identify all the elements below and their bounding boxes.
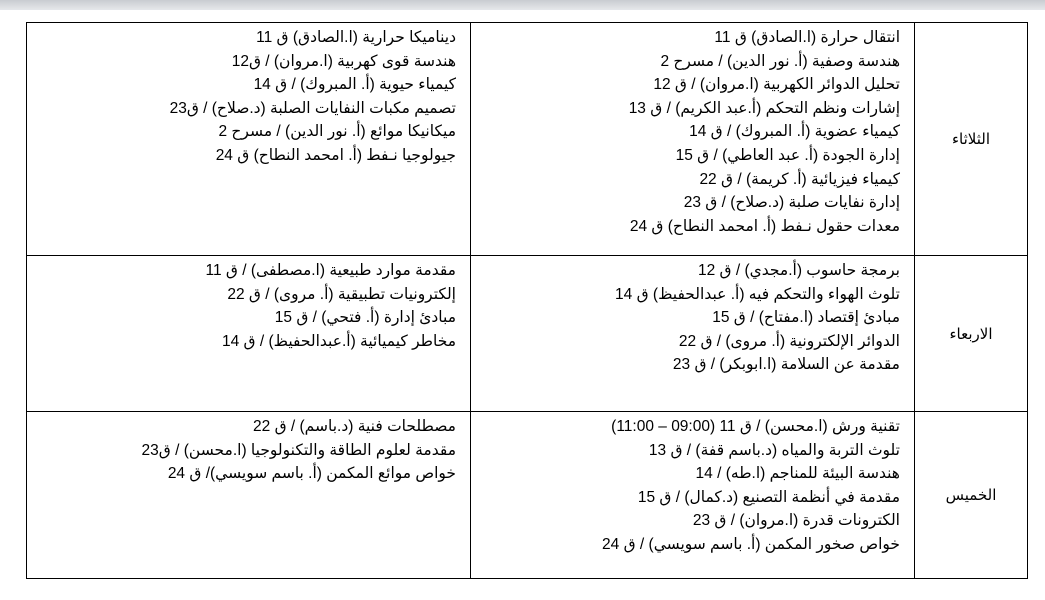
- course-entry: هندسة البيئة للمناجم (ا.طه) / 14: [695, 465, 900, 483]
- course-entry: إلكترونيات تطبيقية (أ. مروى) / ق 22: [227, 285, 456, 303]
- schedule-row-thursday: [27, 412, 1028, 579]
- course-entry: تلوث الهواء والتحكم فيه (أ. عبدالحفيظ) ق 14: [615, 285, 900, 303]
- courses-cell-2: [27, 256, 471, 412]
- course-entry: تلوث التربة والمياه (د.باسم قفة) / ق 13: [648, 441, 900, 459]
- course-entry: خواص موائع المكمن (أ. باسم سويسي)/ ق 24: [167, 465, 456, 483]
- course-entry: انتقال حرارة (ا.الصادق) ق 11: [714, 29, 900, 46]
- course-entry: كيمياء عضوية (أ. المبروك) / ق 14: [689, 123, 900, 141]
- schedule-row-tuesday: [27, 23, 1028, 256]
- course-entry: مقدمة في أنظمة التصنيع (د.كمال) / ق 15: [637, 488, 900, 506]
- course-entry: خواص صخور المكمن (أ. باسم سويسي) / ق 24: [602, 535, 900, 553]
- course-entry: مقدمة لعلوم الطاقة والتكنولوجيا (ا.محسن) / ق23: [141, 441, 456, 459]
- course-entry: الدوائر الإلكترونية (أ. مروى) / ق 22: [678, 332, 900, 350]
- courses-cell-1: [471, 256, 915, 412]
- window-top-bar: [0, 0, 1045, 10]
- course-entry: تحليل الدوائر الكهربية (ا.مروان) / ق 12: [653, 76, 900, 94]
- courses-cell-2: [27, 23, 471, 256]
- courses-cell-1: [471, 412, 915, 579]
- course-entry: مقدمة موارد طبيعية (ا.مصطفى) / ق 11: [205, 262, 456, 279]
- course-entry: إشارات ونظم التحكم (أ.عبد الكريم) / ق 13: [628, 99, 900, 117]
- course-entry: تقنية ورش (ا.محسن) / ق 11 (09:00 – 11:00): [611, 418, 900, 435]
- course-entry: مقدمة عن السلامة (ا.ابوبكر) / ق 23: [672, 356, 900, 374]
- course-entry: كيمياء فيزيائية (أ. كريمة) / ق 22: [699, 170, 900, 188]
- course-entry: إدارة نفايات صلبة (د.صلاح) / ق 23: [683, 194, 900, 212]
- course-entry: جيولوجيا نـفط (أ. امحمد النطاح) ق 24: [215, 146, 456, 164]
- course-entry: إدارة الجودة (أ. عبد العاطي) / ق 15: [675, 146, 900, 164]
- course-entry: برمجة حاسوب (أ.مجدي) / ق 12: [697, 262, 900, 279]
- course-entry: تصميم مكبات النفايات الصلبة (د.صلاح) / ق23: [169, 99, 456, 117]
- course-entry: مبادئ إقتصاد (ا.مفتاح) / ق 15: [712, 309, 900, 327]
- course-entry: هندسة قوى كهربية (ا.مروان) / ق12: [231, 52, 456, 70]
- day-label: الخميس: [945, 487, 997, 504]
- course-entry: مصطلحات فنية (د.باسم) / ق 22: [253, 418, 456, 435]
- day-cell: [915, 23, 1028, 256]
- courses-cell-1: [471, 23, 915, 256]
- course-entry: كيمياء حيوية (أ. المبروك) / ق 14: [253, 76, 456, 94]
- course-entry: ميكانيكا موائع (أ. نور الدين) / مسرح 2: [218, 123, 456, 141]
- course-entry: معدات حقول نـفط (أ. امحمد النطاح) ق 24: [629, 217, 900, 235]
- schedule-table: [26, 22, 1028, 579]
- day-label: الثلاثاء: [951, 131, 990, 148]
- day-cell: [915, 256, 1028, 412]
- course-entry: هندسة وصفية (أ. نور الدين) / مسرح 2: [660, 52, 900, 70]
- day-cell: [915, 412, 1028, 579]
- day-label: الاربعاء: [949, 325, 993, 343]
- course-entry: الكترونات قدرة (ا.مروان) / ق 23: [692, 512, 900, 530]
- course-entry: مبادئ إدارة (أ. فتحي) / ق 15: [274, 309, 456, 327]
- course-entry: مخاطر كيميائية (أ.عبدالحفيظ) / ق 14: [221, 332, 456, 350]
- schedule-row-wednesday: [27, 256, 1028, 412]
- courses-cell-2: [27, 412, 471, 579]
- course-entry: ديناميكا حرارية (ا.الصادق) ق 11: [256, 29, 456, 46]
